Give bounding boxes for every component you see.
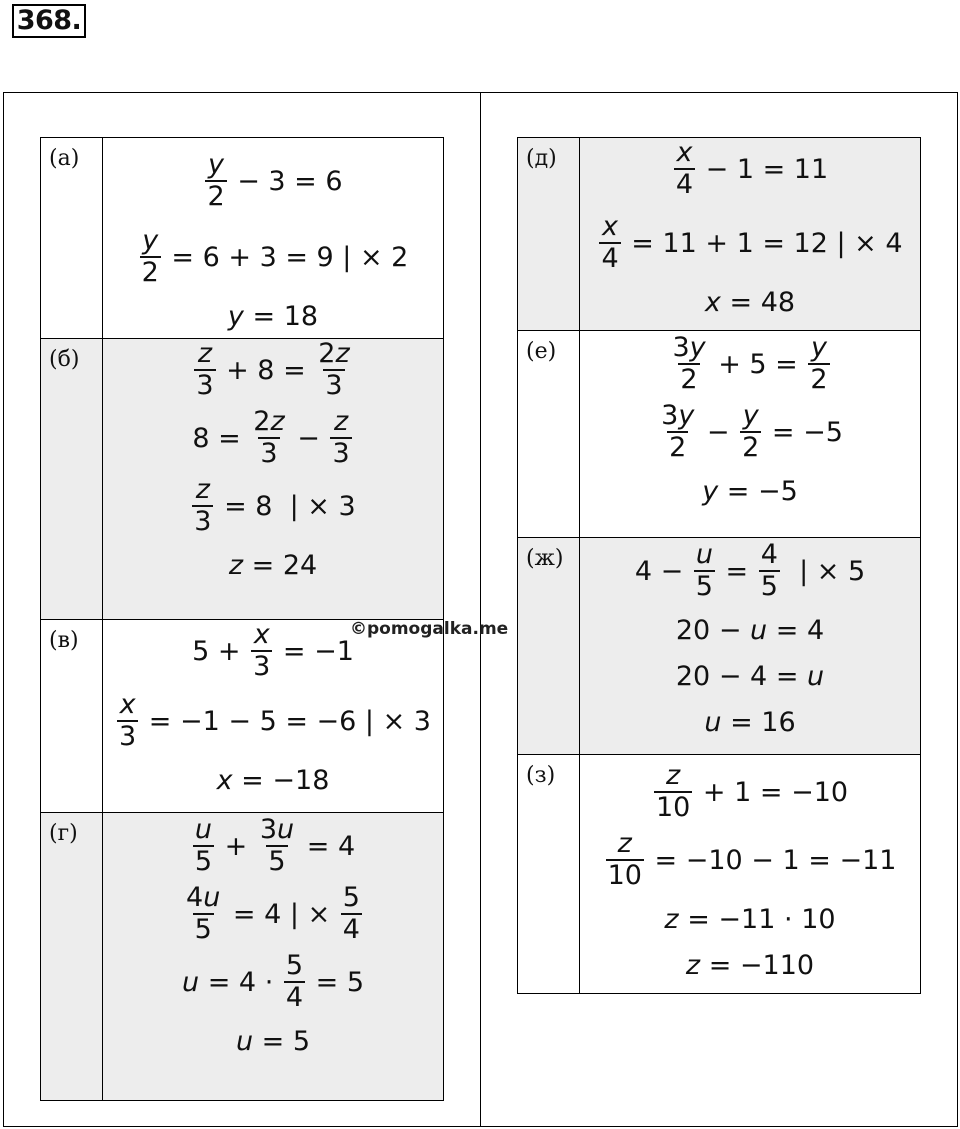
item-label: (з) <box>518 755 580 994</box>
fraction <box>192 475 213 537</box>
item-label: (е) <box>518 331 580 538</box>
equation-cell <box>580 331 921 538</box>
fraction-denominator: 4 <box>285 982 304 1013</box>
fraction-denominator: 10 <box>607 860 642 891</box>
equation-text: u = 16 <box>704 706 796 738</box>
equation-text: = −1 − 5 = −6 | × 3 <box>140 705 431 737</box>
fraction <box>284 951 305 1013</box>
equation-line <box>103 883 443 945</box>
equation-cell <box>103 620 444 813</box>
fraction-denominator: 3 <box>196 370 214 401</box>
fraction-denominator: 5 <box>695 571 713 602</box>
solution-row <box>518 331 921 538</box>
fraction-numerator: u <box>194 814 213 845</box>
fraction-numerator: 3y <box>672 332 706 363</box>
fraction <box>251 407 286 469</box>
fraction-numerator: y <box>810 332 827 363</box>
fraction-denominator: 3 <box>260 438 278 469</box>
equation-text: = −10 − 1 = −11 <box>645 844 897 876</box>
equation-line <box>580 333 920 395</box>
equation-text: = −1 <box>274 635 354 667</box>
fraction-numerator: x <box>253 619 270 650</box>
equation-text: 5 + <box>192 635 250 667</box>
equation-line <box>580 829 920 891</box>
equation-line <box>103 150 443 212</box>
fraction-numerator: z <box>197 338 213 369</box>
equation-line <box>580 654 920 698</box>
fraction-denominator: 2 <box>207 181 225 212</box>
fraction-numerator: 3u <box>259 814 295 845</box>
equation-text: = 8 | × 3 <box>215 490 356 522</box>
solution-row <box>518 138 921 331</box>
equation-line <box>103 407 443 469</box>
fraction-denominator: 5 <box>268 846 286 877</box>
equation-text: + 5 = <box>709 348 807 380</box>
fraction-numerator: y <box>142 225 159 256</box>
fraction-denominator: 2 <box>669 432 687 463</box>
equation-text: = −5 <box>763 416 843 448</box>
solution-row <box>41 620 444 813</box>
equation-line <box>580 761 920 823</box>
fraction-numerator: y <box>742 400 759 431</box>
fraction <box>674 138 695 200</box>
fraction <box>117 690 138 752</box>
fraction-denominator: 4 <box>601 243 619 274</box>
equation-text: − 1 = 11 <box>697 153 829 185</box>
equation-text: + <box>216 830 256 862</box>
equation-text: 4 − <box>634 555 692 587</box>
fraction <box>184 883 222 945</box>
equation-line <box>580 212 920 274</box>
equation-text: y = −5 <box>702 475 798 507</box>
equation-line <box>580 700 920 744</box>
fraction-denominator: 3 <box>332 438 350 469</box>
equation-text: = 11 + 1 = 12 | × 4 <box>622 227 903 259</box>
fraction-numerator: 5 <box>285 950 304 981</box>
fraction <box>694 540 715 602</box>
fraction-numerator: y <box>208 149 225 180</box>
equation-text: = 4 | × <box>224 898 339 930</box>
equation-text: − 3 = 6 <box>228 165 343 197</box>
solution-row <box>518 538 921 755</box>
fraction <box>330 407 351 469</box>
fraction-numerator: 4 <box>760 539 778 570</box>
fraction-numerator: 4u <box>186 882 221 913</box>
fraction-denominator: 2 <box>810 364 828 395</box>
equation-text: = <box>716 555 757 587</box>
fraction-denominator: 3 <box>194 506 212 537</box>
fraction <box>194 339 215 401</box>
equation-line <box>580 897 920 941</box>
equation-cell <box>103 813 444 1101</box>
equation-line <box>580 943 920 987</box>
fraction <box>740 401 761 463</box>
fraction <box>258 815 296 877</box>
problem-number: 368. <box>12 4 86 38</box>
equation-text: = 4 <box>298 830 356 862</box>
fraction-denominator: 4 <box>675 169 694 200</box>
equation-line <box>580 138 920 200</box>
item-label: (б) <box>41 339 103 620</box>
fraction-numerator: x <box>602 211 619 242</box>
equation-text: u = 5 <box>235 1025 311 1057</box>
equation-text: | × 5 <box>781 555 866 587</box>
fraction <box>341 883 362 945</box>
item-label: (в) <box>41 620 103 813</box>
fraction-denominator: 3 <box>253 651 271 682</box>
right-solutions-table <box>517 137 921 994</box>
fraction-denominator: 5 <box>760 571 778 602</box>
solution-row <box>41 339 444 620</box>
fraction-denominator: 2 <box>742 432 760 463</box>
equation-line <box>103 1019 443 1063</box>
equation-text: 20 − u = 4 <box>675 614 825 646</box>
fraction-denominator: 4 <box>342 914 360 945</box>
equation-cell <box>103 339 444 620</box>
fraction <box>205 150 226 212</box>
equation-line <box>103 543 443 587</box>
equation-text: = 5 <box>307 966 365 998</box>
fraction-numerator: z <box>666 760 681 791</box>
equation-line <box>103 475 443 537</box>
equation-line <box>580 608 920 652</box>
equation-text: 8 = <box>192 422 250 454</box>
equation-line <box>103 226 443 288</box>
fraction <box>193 815 214 877</box>
equation-text: x = −18 <box>216 764 330 796</box>
equation-line <box>580 540 920 602</box>
equation-cell <box>580 138 921 331</box>
equation-line <box>103 951 443 1013</box>
equation-text: z = −110 <box>685 949 815 981</box>
column-divider <box>480 92 481 1127</box>
item-label: (а) <box>41 138 103 339</box>
equation-text: 20 − 4 = u <box>675 660 825 692</box>
solution-row <box>41 138 444 339</box>
equation-text: z = −11 · 10 <box>664 903 836 935</box>
equation-line <box>103 294 443 338</box>
fraction-numerator: z <box>617 828 632 859</box>
equation-line <box>103 758 443 802</box>
fraction <box>251 620 272 682</box>
fraction-numerator: 3y <box>661 400 695 431</box>
equation-line <box>580 280 920 324</box>
solution-row <box>41 813 444 1101</box>
equation-text: + 1 = −10 <box>694 776 849 808</box>
fraction <box>606 829 644 891</box>
equation-cell <box>580 755 921 994</box>
equation-line <box>580 469 920 513</box>
equation-text: − <box>698 416 739 448</box>
fraction-numerator: 2z <box>318 338 350 369</box>
fraction <box>759 540 780 602</box>
fraction-denominator: 5 <box>194 914 212 945</box>
fraction-numerator: z <box>195 474 210 505</box>
item-label: (ж) <box>518 538 580 755</box>
fraction-denominator: 5 <box>194 846 213 877</box>
fraction-numerator: u <box>695 539 713 570</box>
fraction-numerator: z <box>333 406 349 437</box>
equation-text: + 8 = <box>217 354 315 386</box>
fraction <box>654 761 692 823</box>
solution-row <box>518 755 921 994</box>
fraction <box>316 339 351 401</box>
fraction <box>659 401 696 463</box>
equation-text: = 6 + 3 = 9 | × 2 <box>162 241 409 273</box>
fraction-numerator: x <box>676 137 693 168</box>
item-label: (д) <box>518 138 580 331</box>
watermark: ©pomogalka.me <box>350 619 509 639</box>
fraction-numerator: 2z <box>253 406 285 437</box>
fraction-numerator: x <box>119 689 136 720</box>
fraction-denominator: 2 <box>680 364 698 395</box>
equation-cell <box>580 538 921 755</box>
fraction <box>670 333 707 395</box>
equation-line <box>103 815 443 877</box>
fraction <box>599 212 620 274</box>
equation-text: z = 24 <box>228 549 318 581</box>
equation-line <box>103 339 443 401</box>
equation-cell <box>103 138 444 339</box>
item-label: (г) <box>41 813 103 1101</box>
fraction-denominator: 10 <box>655 792 691 823</box>
fraction-denominator: 3 <box>119 721 137 752</box>
fraction <box>808 333 829 395</box>
equation-line <box>580 401 920 463</box>
equation-line <box>103 690 443 752</box>
fraction-denominator: 3 <box>325 370 343 401</box>
equation-text: u = 4 · <box>181 966 274 998</box>
fraction-numerator: 5 <box>342 882 360 913</box>
equation-text: − <box>288 422 329 454</box>
fraction <box>140 226 161 288</box>
fraction-denominator: 2 <box>141 257 159 288</box>
equation-text: y = 18 <box>227 300 319 332</box>
equation-text: x = 48 <box>704 286 796 318</box>
